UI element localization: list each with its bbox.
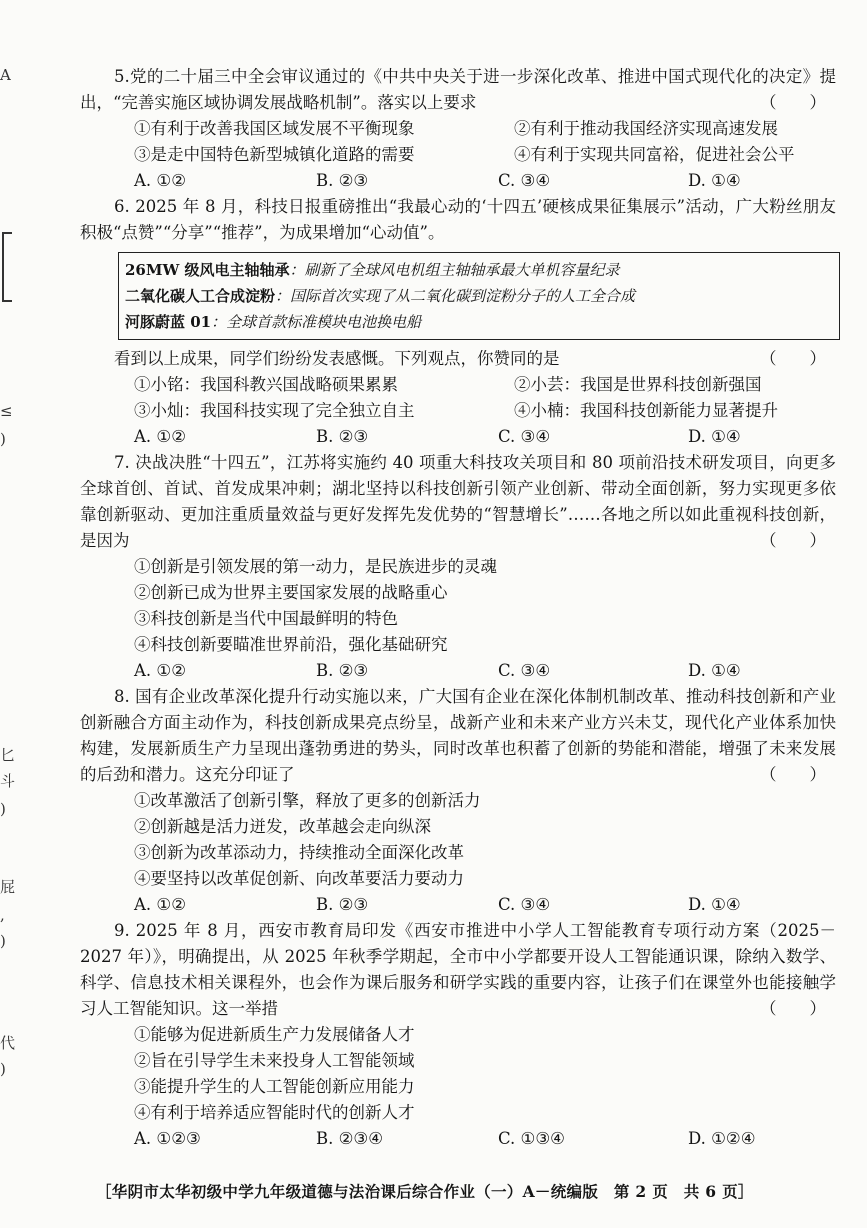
statement-item: ①有利于改善我国区域发展不平衡现象	[134, 119, 415, 138]
margin-mark: ,	[0, 906, 5, 924]
option-d[interactable]: D. ①④	[688, 895, 741, 914]
option-b[interactable]: B. ②③	[316, 171, 369, 190]
margin-mark: )	[0, 932, 6, 950]
statement-item: ①创新是引领发展的第一动力，是民族进步的灵魂	[134, 557, 497, 576]
margin-mark: 屁	[0, 878, 16, 896]
achievement-term: 河豚蔚蓝 01	[125, 313, 212, 331]
answer-options	[80, 424, 836, 450]
achievement-box	[118, 252, 840, 340]
option-b[interactable]: B. ②③	[316, 427, 369, 446]
statement-items	[80, 1022, 836, 1126]
achievement-desc: ：刷新了全球风电机组主轴轴承最大单机容量纪录	[289, 261, 620, 279]
margin-mark: 匕	[0, 746, 16, 764]
statement-item: ①改革激活了创新引擎，释放了更多的创新活力	[134, 791, 481, 810]
question-stem	[80, 64, 836, 116]
statement-item: ②创新越是活力迸发，改革越会走向纵深	[134, 817, 431, 836]
statement-item: ④科技创新要瞄准世界前沿，强化基础研究	[134, 635, 448, 654]
statement-items	[80, 372, 836, 424]
question-9	[80, 918, 836, 1152]
question-8	[80, 684, 836, 918]
answer-options	[80, 892, 836, 918]
statement-item: ②有利于推动我国经济实现高速发展	[514, 119, 778, 138]
statement-item: ③小灿：我国科技实现了完全独立自主	[134, 401, 415, 420]
statement-item: ②旨在引导学生未来投身人工智能领域	[134, 1051, 415, 1070]
option-a[interactable]: A. ①②	[134, 427, 186, 446]
option-a[interactable]: A. ①②	[134, 895, 186, 914]
margin-mark: 代	[0, 1034, 16, 1052]
option-d[interactable]: D. ①④	[688, 171, 741, 190]
margin-mark: 斗	[0, 772, 16, 790]
question-stem	[80, 684, 836, 788]
achievement-row	[125, 283, 833, 309]
question-stem	[80, 918, 836, 1022]
question-7	[80, 450, 836, 684]
answer-blank[interactable]: （ ）	[760, 999, 826, 1018]
answer-options	[80, 168, 836, 194]
question-stem	[80, 450, 836, 554]
binding-line	[2, 232, 12, 302]
option-d[interactable]: D. ①④	[688, 661, 741, 680]
question-list	[80, 64, 836, 1152]
statement-item: ③科技创新是当代中国最鲜明的特色	[134, 609, 398, 628]
option-a[interactable]: A. ①②	[134, 171, 186, 190]
answer-options	[80, 658, 836, 684]
answer-options	[80, 1126, 836, 1152]
question-stem-text: 8. 国有企业改革深化提升行动实施以来，广大国有企业在深化体制机制改革、推动科技创新和产业创新融合方面主动作为，科技创新成果亮点纷呈，战新产业和未来产业方兴未艾，现代化产业体系加快构建，发展新质生产力呈现出蓬勃勇进的势头，同时改革也积蓄了创新的势能和潜能，增强了未来发展的后劲和潜力。这充分印证了	[80, 687, 836, 784]
statement-item: ③是走中国特色新型城镇化道路的需要	[134, 145, 415, 164]
option-c[interactable]: C. ③④	[498, 427, 551, 446]
question-stem-text: 5.党的二十届三中全会审议通过的《中共中央关于进一步深化改革、推进中国式现代化的决定》提出，“完善实施区域协调发展战略机制”。落实以上要求	[80, 67, 836, 112]
question-stem: 6. 2025 年 8 月，科技日报重磅推出“我最心动的‘十四五’硬核成果征集展示”活动，广大粉丝朋友积极“点赞”“分享”“推荐”，为成果增加“心动值”。	[80, 197, 836, 242]
achievement-term: 二氧化碳人工合成淀粉	[125, 287, 276, 305]
option-c[interactable]: C. ③④	[498, 661, 551, 680]
statement-item: ④要坚持以改革促创新、向改革要活力要动力	[134, 869, 464, 888]
option-c[interactable]: C. ③④	[498, 171, 551, 190]
page-footer: ［华阴市太华初级中学九年级道德与法治课后综合作业（一）A－统编版 第 2 页 共 6 页］	[96, 1182, 754, 1201]
statement-item: ④小楠：我国科技创新能力显著提升	[514, 401, 778, 420]
achievement-desc: ：全球首款标准模块电池换电船	[211, 313, 422, 331]
option-b[interactable]: B. ②③	[316, 895, 369, 914]
option-b[interactable]: B. ②③	[316, 661, 369, 680]
question-6	[80, 194, 836, 450]
option-c[interactable]: C. ③④	[498, 895, 551, 914]
answer-blank[interactable]: （ ）	[760, 531, 826, 550]
achievement-term: 26MW 级风电主轴轴承	[125, 261, 290, 279]
statement-item: ④有利于培养适应智能时代的创新人才	[134, 1103, 415, 1122]
statement-items	[80, 554, 836, 658]
statement-item: ①能够为促进新质生产力发展储备人才	[134, 1025, 415, 1044]
statement-items	[80, 116, 836, 168]
option-a[interactable]: A. ①②	[134, 661, 186, 680]
question-stem-text: 9. 2025 年 8 月，西安市教育局印发《西安市推进中小学人工智能教育专项行动方案（2025－2027 年）》，明确提出，从 2025 年秋季学期起，全市中小学都要开设人工智能通识课，除纳入数学、科学、信息技术相关课程外，也会作为课后服务和研学实践的重要内容，让孩子们在课堂外也能接触学习人工智能知识。这一举措	[80, 921, 836, 1018]
margin-mark: ≤	[0, 402, 13, 420]
answer-blank[interactable]: （ ）	[760, 765, 826, 784]
statement-item: ②创新已成为世界主要国家发展的战略重心	[134, 583, 448, 602]
statement-item: ②小芸：我国是世界科技创新强国	[514, 375, 762, 394]
answer-blank[interactable]: （ ）	[760, 349, 826, 368]
achievement-row	[125, 257, 833, 283]
statement-item: ③能提升学生的人工智能创新应用能力	[134, 1077, 415, 1096]
statement-items	[80, 788, 836, 892]
achievement-desc: ：国际首次实现了从二氧化碳到淀粉分子的人工全合成	[275, 287, 636, 305]
statement-item: ④有利于实现共同富裕，促进社会公平	[514, 145, 795, 164]
statement-item: ①小铭：我国科教兴国战略硕果累累	[134, 375, 398, 394]
option-c[interactable]: C. ①③④	[498, 1129, 565, 1148]
margin-mark: )	[0, 800, 6, 818]
question-stem-text: 7. 决战决胜“十四五”，江苏将实施约 40 项重大科技攻关项目和 80 项前沿技术研发项目，向更多全球首创、首试、首发成果冲刺；湖北坚持以科技创新引领产业创新、带动全面创新，努力实现更多依靠创新驱动、更加注重质量效益与更好发挥先发优势的“智慧增长”……各地之所以如此重视科技创新，是因为	[80, 453, 836, 550]
statement-item: ③创新为改革添动力，持续推动全面深化改革	[134, 843, 464, 862]
question-prompt-text: 看到以上成果，同学们纷纷发表感慨。下列观点，你赞同的是	[114, 349, 560, 368]
option-a[interactable]: A. ①②③	[134, 1129, 201, 1148]
achievement-row	[125, 309, 833, 335]
margin-mark: )	[0, 430, 6, 448]
margin-mark: A	[0, 66, 11, 84]
option-b[interactable]: B. ②③④	[316, 1129, 383, 1148]
margin-mark: )	[0, 1060, 6, 1078]
question-prompt	[80, 346, 836, 372]
answer-blank[interactable]: （ ）	[760, 93, 826, 112]
option-d[interactable]: D. ①②④	[688, 1129, 756, 1148]
option-d[interactable]: D. ①④	[688, 427, 741, 446]
question-5	[80, 64, 836, 194]
